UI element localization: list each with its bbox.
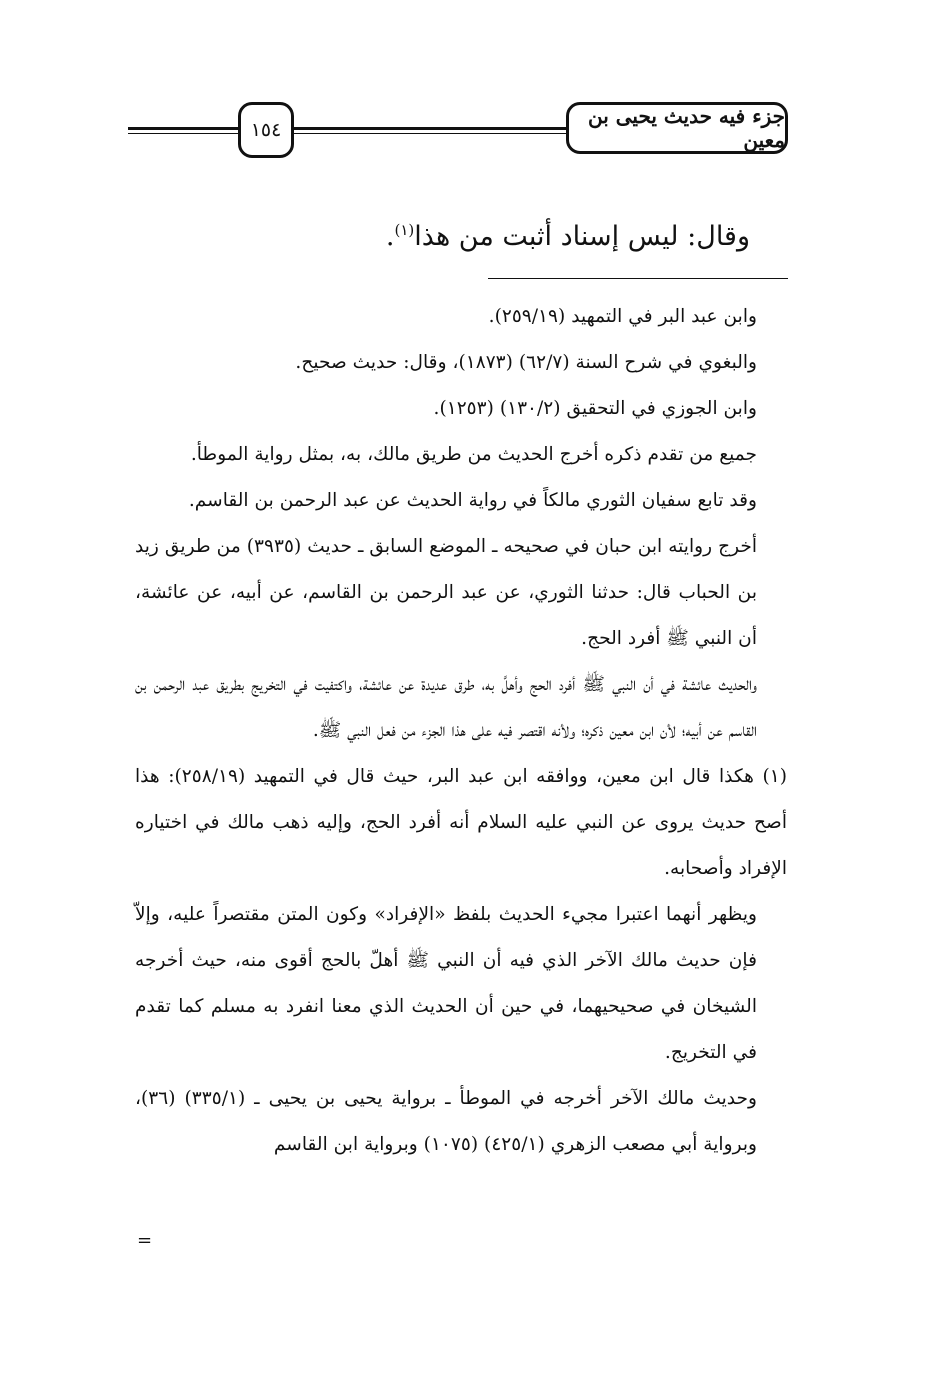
running-title	[566, 102, 788, 154]
footnote-1-paragraph-3: وحديث مالك الآخر أخرجه في الموطأ ـ برواية يحيى بن يحيى ـ (٣٣٥/١) (٣٦)، وبرواية أبي مصعب الزهري (٤٢٥/١) (١٠٧٥) وبرواية ابن القاسم	[135, 1088, 757, 1155]
page-number	[238, 102, 294, 158]
footnote-1: (١) هكذا قال ابن معين، ووافقه ابن عبد البر، حيث قال في التمهيد (٢٥٨/١٩): هذا أصح حديث يروى عن النبي عليه السلام أنه أفرد الحج، وإليه ذهب مالك في اختياره الإفراد وأصحابه.	[135, 766, 787, 879]
footnote-separator	[488, 278, 788, 279]
header-rule-middle	[294, 127, 566, 130]
footnote-line: والبغوي في شرح السنة (٦٢/٧) (١٨٧٣)، وقال: حديث صحيح.	[295, 352, 757, 373]
main-text-end: .	[385, 221, 395, 252]
main-text-line: وقال: ليس إسناد أثبت من هذا	[414, 221, 750, 252]
main-text	[150, 205, 750, 262]
footnote-1-paragraph-2: ويظهر أنهما اعتبرا مجيء الحديث بلفظ «الإفراد» وكون المتن مقتصراً عليه، وإلاّ فإن حديث مالك الآخر الذي فيه أن النبي ﷺ أهلّ بالحج أقوى منه، حيث أخرجه الشيخان في صحيحيهما، في حين أن الحديث الذي معنا انفرد به مسلم كما تقدم في التخريج.	[135, 904, 757, 1063]
footnote-line: جميع من تقدم ذكره أخرج الحديث من طريق مالك، به، بمثل رواية الموطأ.	[190, 444, 757, 465]
header-rule-middle-thin	[294, 133, 566, 134]
continuation-mark: =	[137, 1230, 153, 1251]
footnote-paragraph: أخرج روايته ابن حبان في صحيحه ـ الموضع السابق ـ حديث (٣٩٣٥) من طريق زيد بن الحباب قال: حدثنا الثوري، عن عبد الرحمن بن القاسم، عن أبيه، عن عائشة، أن النبي ﷺ أفرد الحج.	[135, 536, 757, 649]
header-rule-left-thin	[128, 133, 238, 134]
header-rule-left	[128, 127, 238, 130]
footnote-paragraph: والحديث عائشة في أن النبي ﷺ أفرد الحج وأهلَّ به، طرق عديدة عن عائشة، واكتفيت في التخريج بطريق عبد الرحمن بن القاسم عن أبيه؛ لأن ابن معين ذكره؛ ولأنه اقتصر فيه على هذا الجزء من فعل النبي ﷺ.	[135, 674, 757, 741]
footnote-line: وقد تابع سفيان الثوري مالكاً في رواية الحديث عن عبد الرحمن بن القاسم.	[188, 490, 757, 511]
running-title-text: جزء فيه حديث يحيى بن معين	[587, 104, 785, 152]
footnote-line: وابن الجوزي في التحقيق (١٣٠/٢) (١٢٥٣).	[433, 398, 757, 419]
page-number-text: ١٥٤	[250, 119, 282, 141]
footnote-line: وابن عبد البر في التمهيد (٢٥٩/١٩).	[488, 306, 757, 327]
footnotes	[135, 294, 787, 1168]
footnote-ref: (١)	[394, 221, 415, 239]
